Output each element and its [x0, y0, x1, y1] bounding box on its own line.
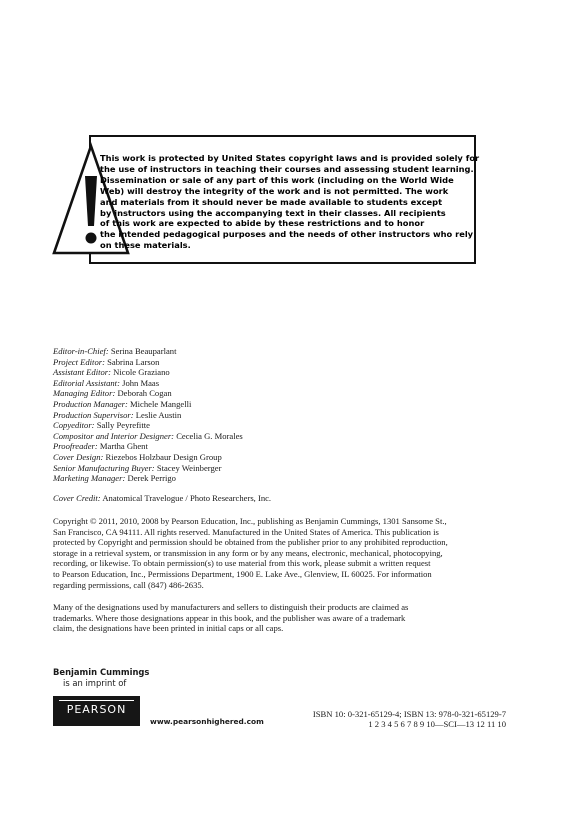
copyright-paragraph [53, 516, 525, 590]
credit-name: Derek Perrigo [127, 473, 176, 484]
credit-item [53, 473, 523, 484]
trademark-paragraph [53, 602, 525, 634]
credit-role: Managing Editor: [53, 388, 116, 399]
copyright-line: regarding permissions, call (847) 486-2635. [53, 579, 204, 590]
credit-name: Deborah Cogan [117, 388, 172, 399]
notice-line: Dissemination or sale of any part of this work (including on the World Wide [100, 174, 454, 185]
credit-name: Sally Peyrefitte [96, 420, 150, 431]
copyright-line: protected by Copyright and permission should be obtained from the publisher prior to any prohibited reproduction, [53, 537, 448, 548]
credit-item [53, 463, 523, 474]
credit-name: Stacey Weinberger [156, 462, 222, 473]
publisher-website: www.pearsonhighered.com [150, 717, 264, 726]
copyright-notice-text [100, 153, 480, 251]
credit-role: Senior Manufacturing Buyer: [53, 462, 155, 473]
logo-rule [59, 700, 134, 701]
imprint-of-text: is an imprint of [63, 678, 127, 688]
credit-role: Copyeditor: [53, 420, 95, 431]
pearson-logo-text: PEARSON [66, 703, 127, 716]
notice-line: and materials from it should never be made available to students except [100, 196, 443, 207]
trademark-line: claim, the designations have been printed in initial caps or all caps. [53, 623, 284, 634]
credit-item [53, 441, 523, 452]
publisher-name: Benjamin Cummings [53, 667, 150, 677]
credit-role: Assistant Editor: [53, 367, 112, 378]
trademark-line: Many of the designations used by manufacturers and sellers to distinguish their products are claimed as [53, 602, 409, 612]
copyright-line: to Pearson Education, Inc., Permissions Department, 1900 E. Lake Ave., Glenview, IL 60025. For information [53, 568, 432, 579]
credit-item [53, 452, 523, 463]
copyright-line: recording, or likewise. To obtain permission(s) to use material from this work, please submit a written request [53, 558, 431, 569]
credit-name: Riezebos Holzbaur Design Group [105, 451, 222, 462]
copyright-line: Copyright © 2011, 2010, 2008 by Pearson Education, Inc., publishing as Benjamin Cummings, 1301 Sansome St., [53, 516, 447, 526]
credit-name: Cecelia G. Morales [176, 430, 243, 441]
notice-line: by instructors using the accompanying text in their classes. All recipients [100, 207, 446, 218]
notice-line: on these materials. [100, 240, 191, 251]
isbn-line: 1 2 3 4 5 6 7 8 9 10—SCI—13 12 11 10 [368, 719, 506, 730]
trademark-line: trademarks. Where those designations appear in this book, and the publisher was aware of a trademark [53, 612, 406, 623]
credit-name: Sabrina Larson [107, 356, 160, 367]
credit-item [53, 431, 523, 442]
credit-role: Production Manager: [53, 398, 128, 409]
credit-role: Editorial Assistant: [53, 377, 120, 388]
credit-item [53, 346, 523, 357]
credit-item [53, 378, 523, 389]
credit-item [53, 420, 523, 431]
cover-credit-text: Anatomical Travelogue / Photo Researchers, Inc. [102, 493, 272, 503]
credit-role: Cover Design: [53, 451, 104, 462]
notice-line: the use of instructors in teaching their courses and assessing student learning. [100, 163, 474, 174]
credit-role: Project Editor: [53, 356, 105, 367]
notice-line: This work is protected by United States copyright laws and is provided solely for [100, 153, 480, 163]
notice-line: of this work are expected to abide by these restrictions and to honor [100, 218, 425, 229]
copyright-line: San Francisco, CA 94111. All rights reserved. Manufactured in the United States of America. This publication is [53, 526, 439, 537]
credit-role: Marketing Manager: [53, 473, 126, 484]
credit-role: Production Supervisor: [53, 409, 134, 420]
pearson-logo [53, 696, 140, 726]
credit-item [53, 410, 523, 421]
cover-credit [53, 493, 271, 504]
credit-role: Editor-in-Chief: [53, 346, 109, 356]
credit-item [53, 388, 523, 399]
credit-name: Nicole Graziano [113, 367, 170, 378]
isbn-line: ISBN 10: 0-321-65129-4; ISBN 13: 978-0-321-65129-7 [312, 709, 506, 719]
notice-line: the intended pedagogical purposes and the needs of other instructors who rely [100, 229, 474, 240]
credit-name: Martha Ghent [99, 441, 148, 452]
credit-name: John Maas [122, 377, 160, 388]
credit-role: Compositor and Interior Designer: [53, 430, 175, 441]
credit-role: Proofreader: [53, 441, 98, 452]
credit-name: Michele Mangelli [130, 398, 192, 409]
copyright-line: storage in a retrieval system, or transmission in any form or by any means, electronic, mechanical, photocopying, [53, 547, 443, 558]
credits-list [53, 346, 523, 484]
credit-name: Serina Beauparlant [110, 346, 177, 356]
credit-item [53, 367, 523, 378]
isbn-block [313, 709, 506, 730]
notice-line: Web) will destroy the integrity of the work and is not permitted. The work [100, 185, 449, 196]
credit-item [53, 357, 523, 368]
cover-credit-label: Cover Credit: [53, 493, 101, 503]
credit-name: Leslie Austin [135, 409, 182, 420]
credit-item [53, 399, 523, 410]
